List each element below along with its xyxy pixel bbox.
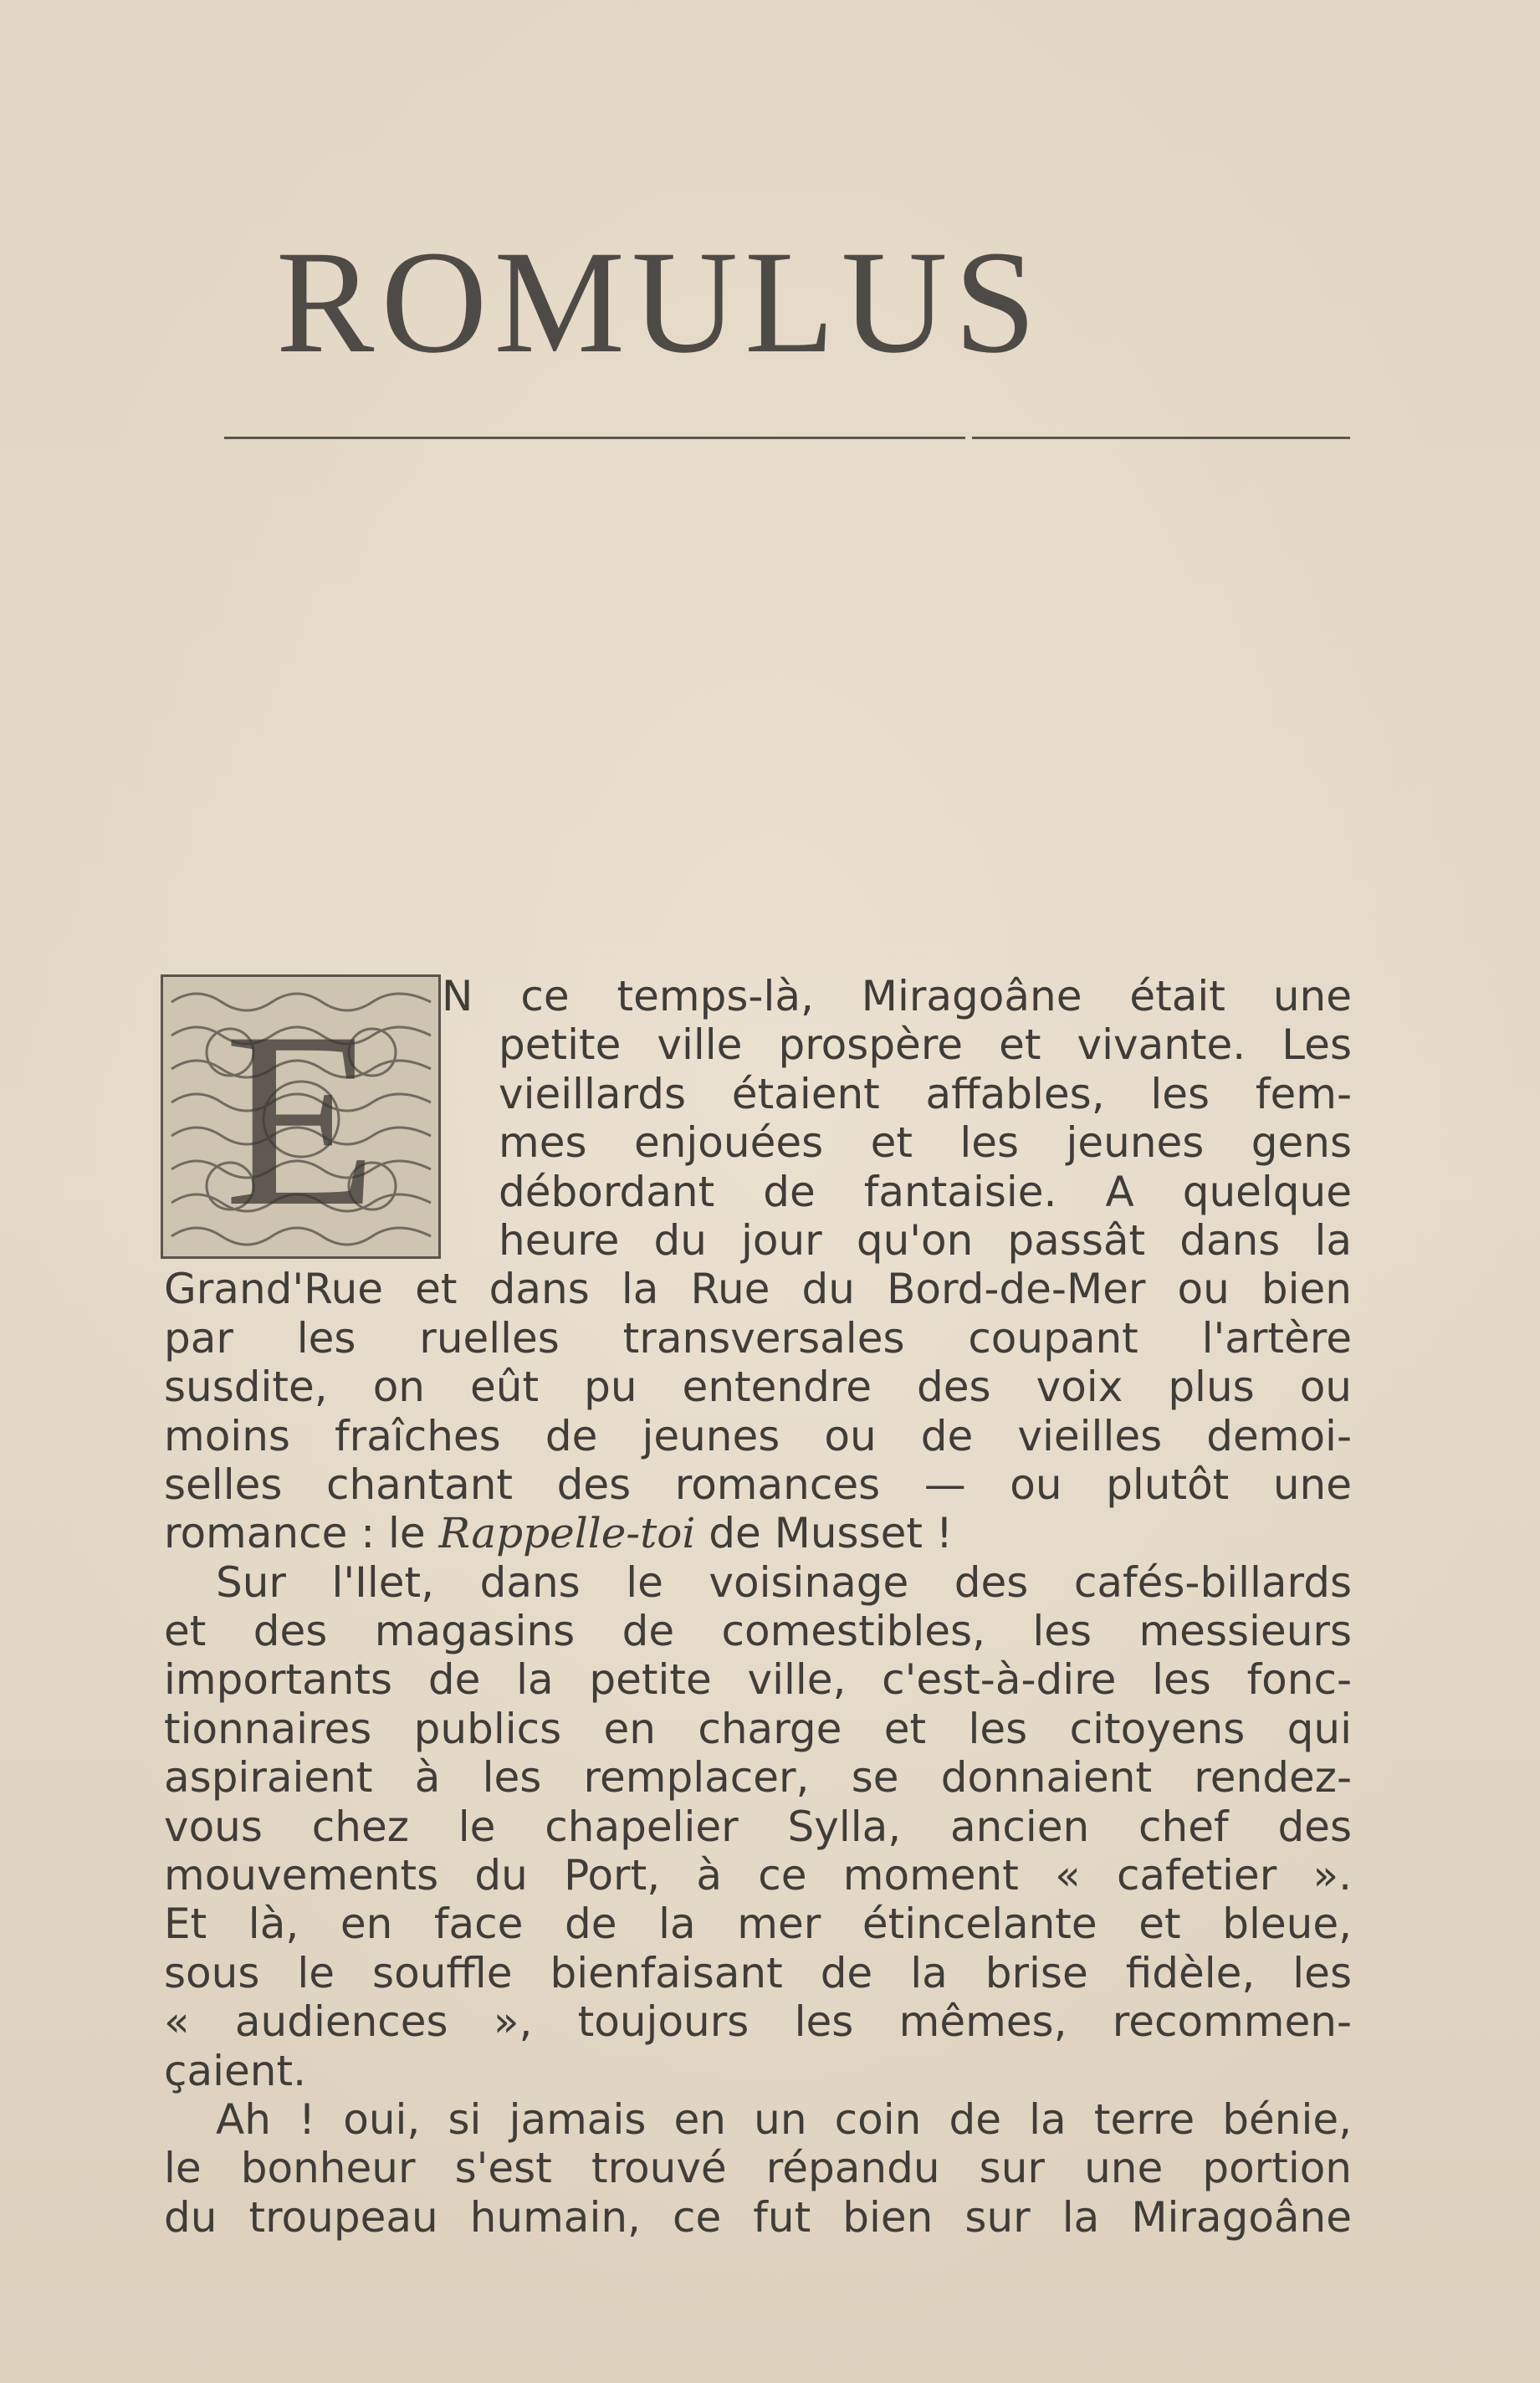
text-line (164, 1558, 1352, 1607)
text-line-segment: débordant de fantaisie. A quelque (499, 1167, 1352, 1216)
text-line (164, 1900, 1352, 1948)
text-line (164, 1655, 1352, 1704)
text-line (164, 1070, 1352, 1118)
text-line (164, 1949, 1352, 1997)
text-line (164, 1412, 1352, 1460)
drop-cap-letter: E (223, 980, 378, 1258)
text-line (164, 1803, 1352, 1851)
text-line-segment: heure du jour qu'on passât dans la (499, 1215, 1352, 1265)
text-line (164, 972, 1352, 1020)
text-line-segment: Et là, en face de la mer étincelante et bleue, (164, 1900, 1352, 1949)
italic-title: Rappelle-toi (438, 1509, 696, 1558)
text-line-segment: vieillards étaient affables, les fem- (499, 1069, 1352, 1118)
text-line (164, 2193, 1352, 2242)
title-rule-right (972, 437, 1350, 439)
text-line (164, 1168, 1352, 1216)
text-line-segment: Sur l'Ilet, dans le voisinage des cafés-billards (216, 1557, 1352, 1607)
chapter-title: ROMULUS (276, 221, 1043, 384)
text-line-segment: selles chantant des romances — ou plutôt une (164, 1460, 1352, 1509)
text-line-segment: çaient. (164, 2046, 306, 2095)
text-line-segment: tionnaires publics en charge et les citoyens qui (164, 1704, 1352, 1753)
text-line-segment: « audiences », toujours les mêmes, recommen- (164, 1997, 1352, 2047)
text-line (164, 1851, 1352, 1900)
text-line-segment: moins fraîches de jeunes ou de vieilles demoi- (164, 1411, 1352, 1460)
text-line-segment: du troupeau humain, ce fut bien sur la Miragoâne (164, 2192, 1352, 2242)
text-line-segment: Grand'Rue et dans la Rue du Bord-de-Mer ou bien (164, 1265, 1352, 1314)
text-line-segment: et des magasins de comestibles, les messieurs (164, 1607, 1352, 1656)
text-line (164, 1997, 1352, 2046)
text-line-segment: de Musset ! (695, 1509, 953, 1558)
text-line-segment: romance : le (164, 1509, 426, 1558)
text-line-segment: petite ville prospère et vivante. Les (499, 1020, 1352, 1070)
text-line-segment: le bonheur s'est trouvé répandu sur une portion (164, 2144, 1352, 2193)
text-line-segment: mes enjouées et les jeunes gens (499, 1118, 1352, 1168)
text-line (164, 2095, 1352, 2144)
text-line (164, 1753, 1352, 1802)
text-line-segment: par les ruelles transversales coupant l'artère (164, 1313, 1352, 1363)
text-line-segment: vous chez le chapelier Sylla, ancien chef des (164, 1802, 1352, 1851)
body-text (164, 972, 1352, 2242)
text-line (164, 1216, 1352, 1265)
text-line-segment: importants de la petite ville, c'est-à-dire les fonc- (164, 1655, 1352, 1705)
text-line (164, 1363, 1352, 1411)
text-line (164, 2144, 1352, 2192)
text-line (164, 1020, 1352, 1069)
title-rule-left (224, 437, 965, 439)
text-line (164, 2047, 1352, 2095)
text-line (164, 1118, 1352, 1167)
text-line (164, 1265, 1352, 1313)
text-line-segment: susdite, on eût pu entendre des voix plus ou (164, 1363, 1352, 1412)
text-line (164, 1705, 1352, 1753)
text-line (164, 1460, 1352, 1509)
text-line-segment: Ah ! oui, si jamais en un coin de la terre bénie, (216, 2094, 1352, 2144)
text-line-segment: sous le souffle bienfaisant de la brise fidèle, les (164, 1948, 1352, 1997)
text-line-segment: N ce temps-là, Miragoâne était une (442, 972, 1352, 1020)
text-line-segment: mouvements du Port, à ce moment « cafetier ». (164, 1851, 1352, 1900)
text-line (164, 1314, 1352, 1363)
text-line-segment: aspiraient à les remplacer, se donnaient rendez- (164, 1753, 1352, 1803)
text-line (164, 1607, 1352, 1655)
text-line (164, 1509, 1352, 1557)
